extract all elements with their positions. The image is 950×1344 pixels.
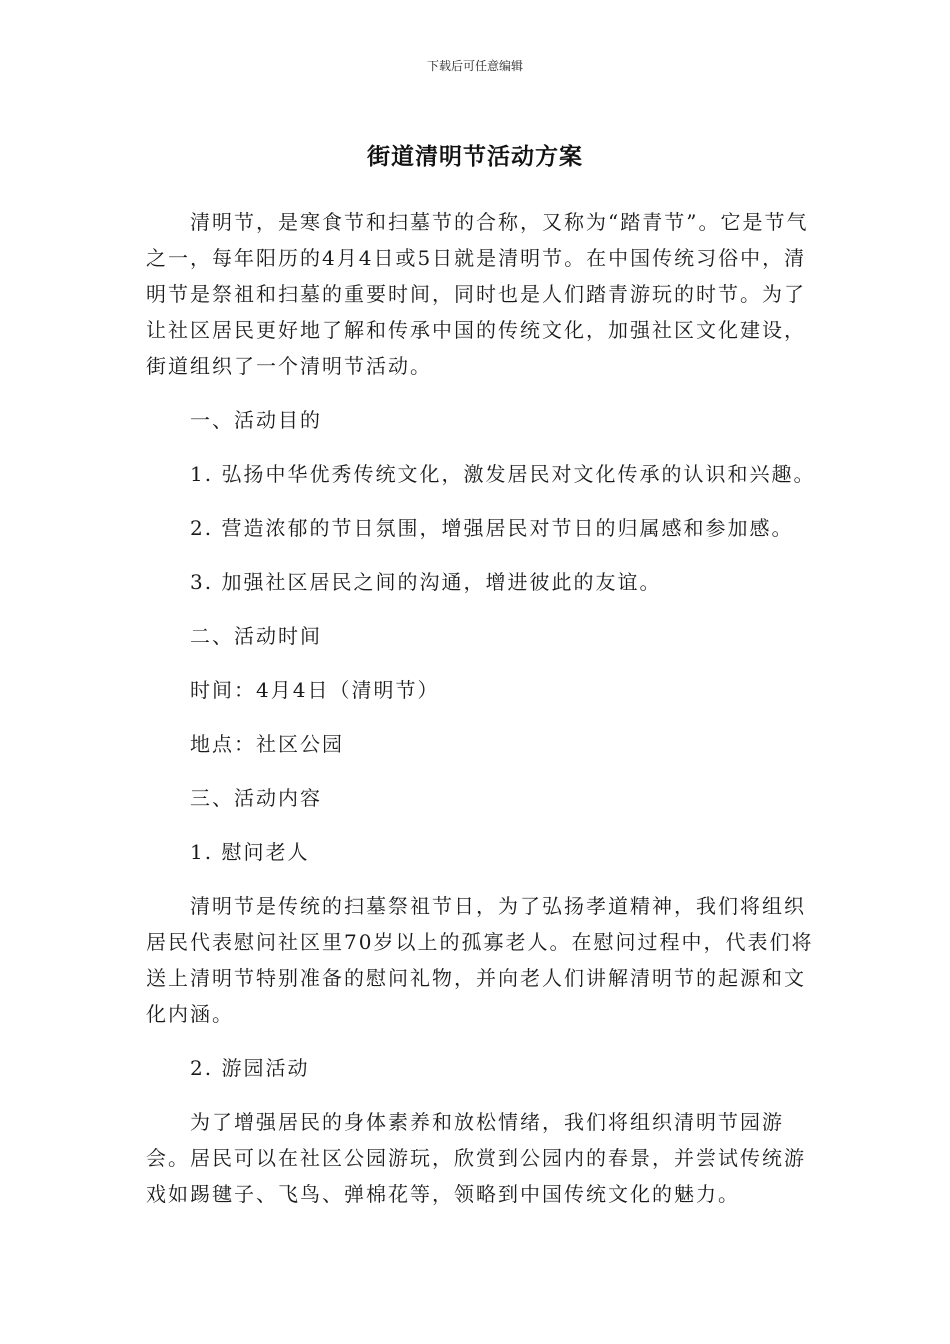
purpose-item-3: 3. 加强社区居民之间的沟通，增进彼此的友谊。 [190,570,662,594]
intro-paragraph: 清明节，是寒食节和扫墓节的合称，又称为“踏青节”。它是节气之一，每年阳历的4月4日或5日就是清明节。在中国传统习俗中，清明节是祭祖和扫墓的重要时间，同时也是人们踏青游玩的时节。为了让社区居民更好地了解和传承中国的传统文化，加强社区文化建设，街道组织了一个清明节活动。 [146,210,809,378]
section-heading-time: 二、活动时间 [190,624,322,648]
subsection-heading-visit-elderly: 1. 慰问老人 [190,840,310,864]
section-heading-purpose: 一、活动目的 [190,408,322,432]
header-note: 下载后可任意编辑 [426,59,523,73]
subsection-heading-garden-activity: 2. 游园活动 [190,1056,310,1080]
garden-activity-paragraph: 为了增强居民的身体素养和放松情绪，我们将组织清明节园游会。居民可以在社区公园游玩，欣赏到公园内的春景，并尝试传统游戏如踢毽子、飞鸟、弹棉花等，领略到中国传统文化的魅力。 [146,1110,806,1206]
activity-place: 地点：社区公园 [190,732,344,756]
visit-elderly-paragraph: 清明节是传统的扫墓祭祖节日，为了弘扬孝道精神，我们将组织居民代表慰问社区里70岁以上的孤寡老人。在慰问过程中，代表们将送上清明节特别准备的慰问礼物，并向老人们讲解清明节的起源和文化内涵。 [146,894,814,1026]
document-body [146,204,826,1212]
purpose-item-2: 2. 营造浓郁的节日氛围，增强居民对节日的归属感和参加感。 [190,516,794,540]
section-heading-content: 三、活动内容 [190,786,322,810]
activity-time: 时间：4月4日（清明节） [190,678,440,702]
purpose-item-1: 1. 弘扬中华优秀传统文化，激发居民对文化传承的认识和兴趣。 [190,462,816,486]
document-title: 街道清明节活动方案 [367,144,583,170]
